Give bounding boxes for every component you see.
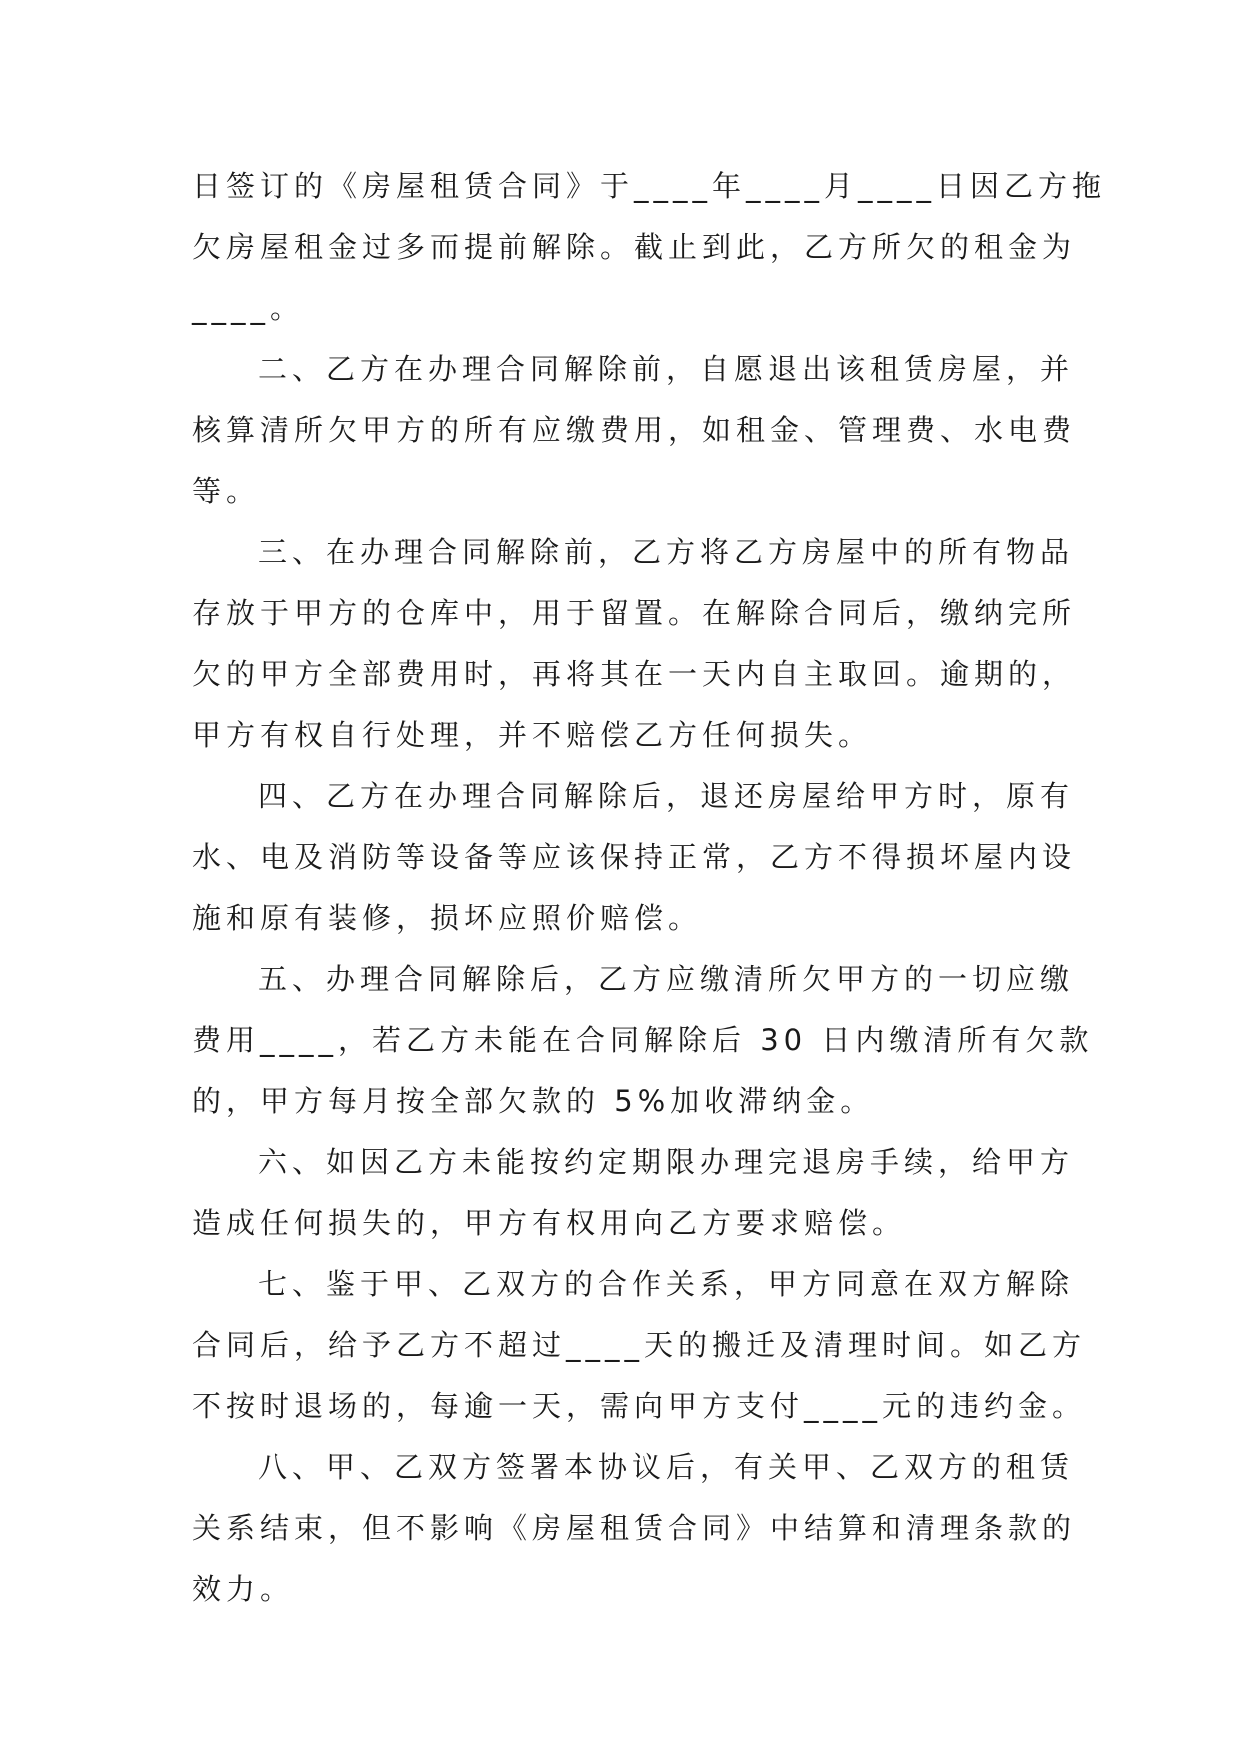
text-line: 二、乙方在办理合同解除前，自愿退出该租赁房屋，并: [258, 352, 1075, 386]
text-line: 等。: [192, 474, 261, 508]
text-line: 费用____，若乙方未能在合同解除后 30 日内缴清所有欠款: [192, 1023, 1094, 1057]
text-line: 效力。: [192, 1572, 295, 1606]
text-line: 五、办理合同解除后，乙方应缴清所欠甲方的一切应缴: [258, 962, 1075, 996]
text-line: 合同后，给予乙方不超过____天的搬迁及清理时间。如乙方: [192, 1328, 1087, 1362]
text-line: 八、甲、乙双方签署本协议后，有关甲、乙双方的租赁: [258, 1450, 1075, 1484]
text-line: 不按时退场的，每逾一天，需向甲方支付____元的违约金。: [192, 1389, 1087, 1423]
text-line: 的，甲方每月按全部欠款的 5%加收滞纳金。: [192, 1084, 875, 1118]
text-line: 六、如因乙方未能按约定期限办理完退房手续，给甲方: [258, 1145, 1075, 1179]
document-body: [192, 156, 1107, 1620]
text-line: 欠房屋租金过多而提前解除。截止到此，乙方所欠的租金为: [192, 230, 1077, 264]
paragraph-clause-8: [192, 1437, 1077, 1620]
paragraph-clause-4: [192, 766, 1077, 949]
paragraph-clause-3: [192, 522, 1077, 766]
paragraph-clause-7: [192, 1254, 1087, 1437]
text-line: 七、鉴于甲、乙双方的合作关系，甲方同意在双方解除: [258, 1267, 1075, 1301]
text-line: 水、电及消防等设备等应该保持正常，乙方不得损坏屋内设: [192, 840, 1077, 874]
text-line: 存放于甲方的仓库中，用于留置。在解除合同后，缴纳完所: [192, 596, 1077, 630]
paragraph-clause-6: [192, 1132, 1075, 1254]
text-line: ____。: [192, 291, 305, 325]
text-line: 甲方有权自行处理，并不赔偿乙方任何损失。: [192, 718, 873, 752]
text-line: 施和原有装修，损坏应照价赔偿。: [192, 901, 703, 935]
text-line: 欠的甲方全部费用时，再将其在一天内自主取回。逾期的，: [192, 657, 1077, 691]
text-line: 三、在办理合同解除前，乙方将乙方房屋中的所有物品: [258, 535, 1075, 569]
text-line: 日签订的《房屋租赁合同》于____年____月____日因乙方拖: [192, 169, 1107, 203]
paragraph-clause-5: [192, 949, 1094, 1132]
text-line: 四、乙方在办理合同解除后，退还房屋给甲方时，原有: [258, 779, 1075, 813]
paragraph-clause-2: [192, 339, 1077, 522]
text-line: 核算清所欠甲方的所有应缴费用，如租金、管理费、水电费: [192, 413, 1077, 447]
text-line: 关系结束，但不影响《房屋租赁合同》中结算和清理条款的: [192, 1511, 1077, 1545]
paragraph-contract-termination-cont: [192, 156, 1107, 339]
text-line: 造成任何损失的，甲方有权用向乙方要求赔偿。: [192, 1206, 907, 1240]
